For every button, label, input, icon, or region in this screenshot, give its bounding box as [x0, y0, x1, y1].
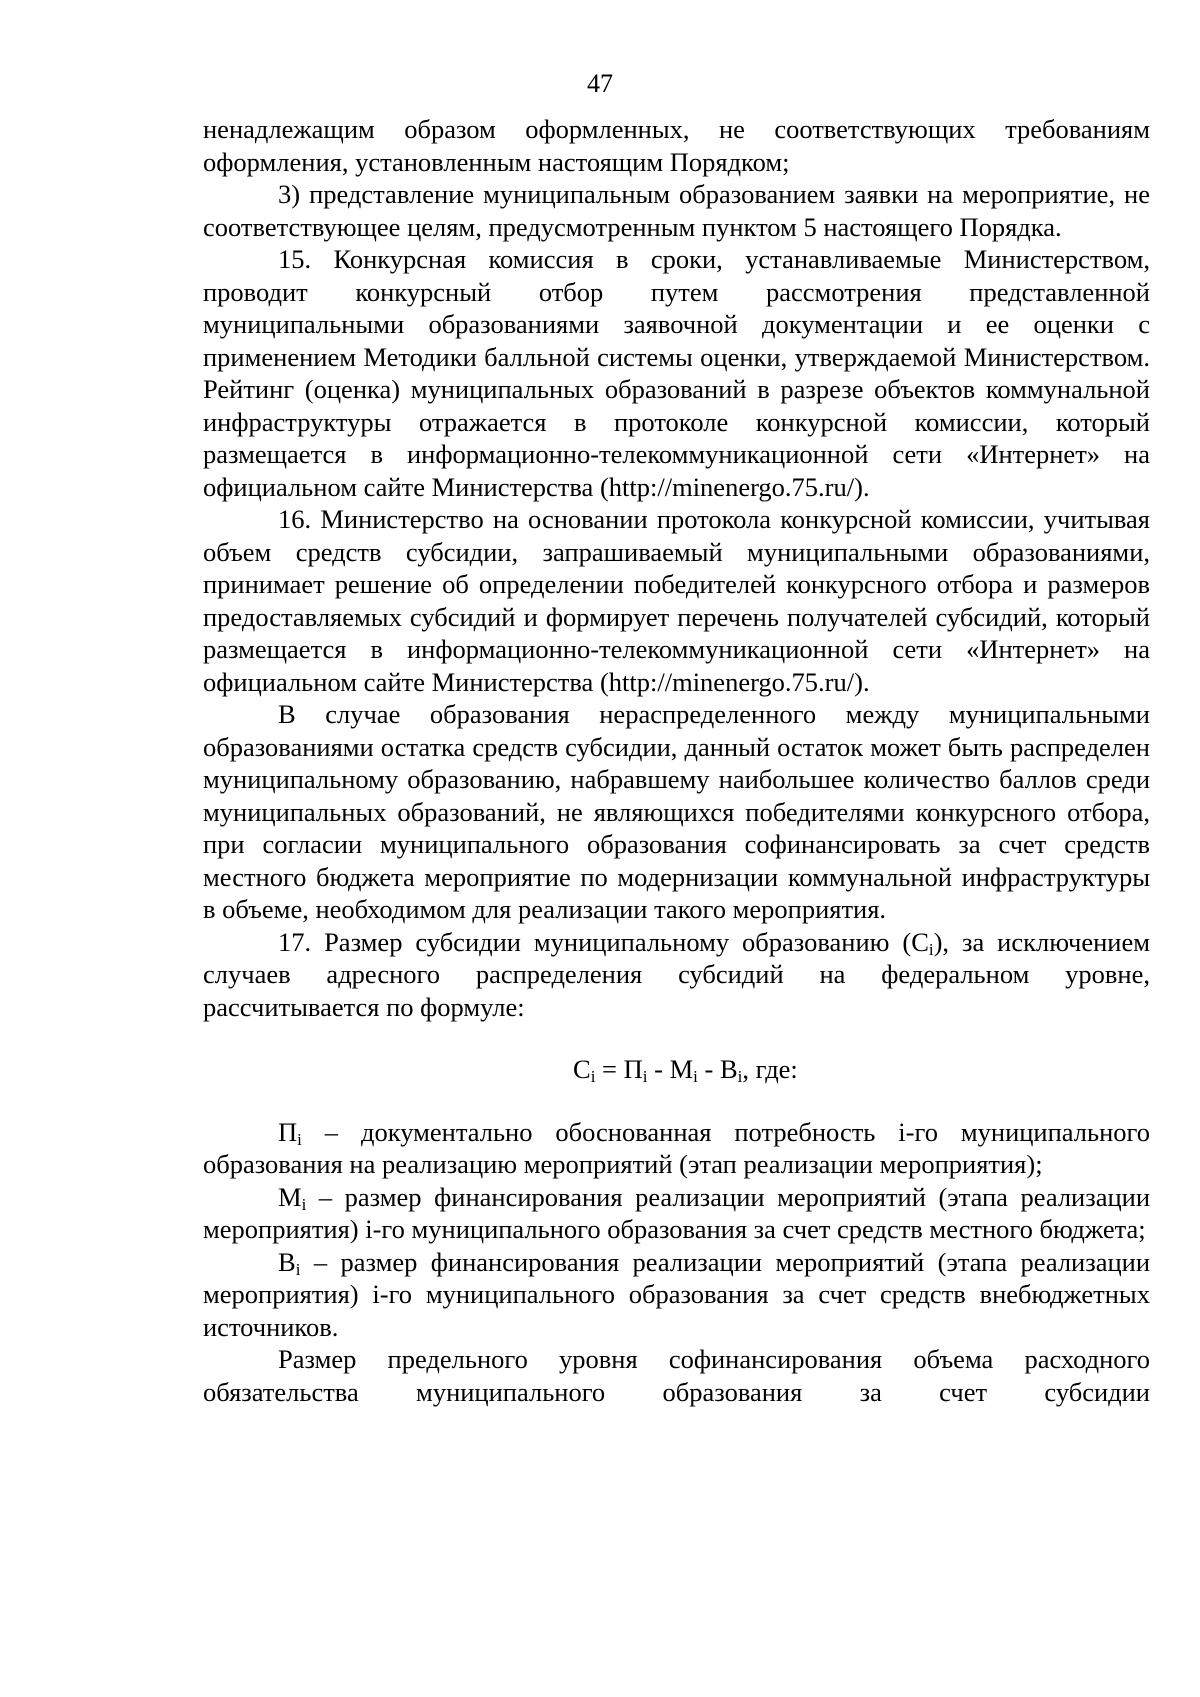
- definition-b-text: – размер финансирования реализации мероприятий (этапа реализации мероприятия) i-го муниципального образования за счет средств внебюджетных источников.: [203, 1246, 1150, 1342]
- definition-m: [203, 1181, 1150, 1246]
- p17-text-end: ), за исключением случаев адресного распределения субсидий на федеральном уровне, рассчитывается по формуле:: [203, 926, 1150, 1022]
- formula-p: П: [623, 1054, 643, 1084]
- document-body: [203, 113, 1150, 1408]
- formula-equals: =: [595, 1054, 624, 1084]
- formula-minus-2: -: [697, 1054, 720, 1084]
- definition-p-symbol: П: [278, 1116, 298, 1147]
- formula-sub-b: i: [737, 1067, 743, 1086]
- definition-p-text: – документально обоснованная потребность i-го муниципального образования на реализацию мероприятий (этап реализации мероприятия);: [203, 1116, 1150, 1179]
- paragraph-16-remainder: В случае образования нераспределенного между муниципальными образованиями остатка средств субсидии, данный остаток может быть распределен муниципальному образованию, набравшему наибольшее количество баллов среди муниципальных образований, не являющихся победителями конкурсного отбора, при согласии муниципального образования софинансировать за счет средств местного бюджета мероприятие по модернизации коммунальной инфраструктуры в объеме, необходимом для реализации такого мероприятия.: [203, 699, 1150, 924]
- paragraph-continuation: ненадлежащим образом оформленных, не соответствующих требованиям оформления, установленным настоящим Порядком;: [203, 114, 1150, 177]
- definition-b-symbol: В: [278, 1246, 296, 1277]
- definition-b: [203, 1246, 1150, 1344]
- paragraph-16: 16. Министерство на основании протокола конкурсной комиссии, учитывая объем средств субсидии, запрашиваемый муниципальными образованиями, принимает решение об определении победителей конкурсного отбора и размеров предоставляемых субсидий и формирует перечень получателей субсидий, который размещается в информационно-телекоммуникационной сети «Интернет» на официальном сайте Министерства (http://minenergo.75.ru/).: [203, 504, 1150, 697]
- paragraph-17: [203, 926, 1150, 1024]
- paragraph-item-3: 3) представление муниципальным образованием заявки на мероприятие, не соответствующее целям, предусмотренным пунктом 5 настоящего Порядка.: [203, 179, 1150, 242]
- p17-text-start: 17. Размер субсидии муниципальному образованию (С: [278, 926, 929, 957]
- formula-sub-p: i: [642, 1067, 648, 1086]
- definition-m-text: – размер финансирования реализации мероприятий (этапа реализации мероприятия) i-го муниципального образования за счет средств местного бюджета;: [203, 1181, 1150, 1244]
- formula-c: С: [573, 1054, 591, 1084]
- subsidy-formula: [203, 1053, 1150, 1086]
- formula-minus-1: -: [647, 1054, 670, 1084]
- paragraph-15: 15. Конкурсная комиссия в сроки, устанавливаемые Министерством, проводит конкурсный отбор путем рассмотрения представленной муниципальными образованиями заявочной документации и ее оценки с применением Методики балльной системы оценки, утверждаемой Министерством. Рейтинг (оценка) муниципальных образований в разрезе объектов коммунальной инфраструктуры отражается в протоколе конкурсной комиссии, который размещается в информационно-телекоммуникационной сети «Интернет» на официальном сайте Министерства (http://minenergo.75.ru/).: [203, 244, 1150, 502]
- definition-m-sub: i: [301, 1194, 307, 1214]
- p17-subscript: i: [928, 939, 934, 959]
- definition-p: [203, 1116, 1150, 1181]
- formula-sub-m: i: [693, 1067, 698, 1086]
- paragraph-closing: Размер предельного уровня софинансирования объема расходного обязательства муниципального образования за счет субсидии: [203, 1344, 1150, 1407]
- formula-tail: , где:: [742, 1054, 798, 1084]
- formula-m: М: [669, 1054, 694, 1084]
- formula-b: В: [719, 1054, 738, 1084]
- definition-m-symbol: М: [278, 1181, 302, 1212]
- definition-b-sub: i: [295, 1259, 301, 1279]
- page-number: 47: [587, 69, 613, 98]
- formula-sub-c: i: [590, 1067, 596, 1086]
- definition-p-sub: i: [297, 1129, 302, 1149]
